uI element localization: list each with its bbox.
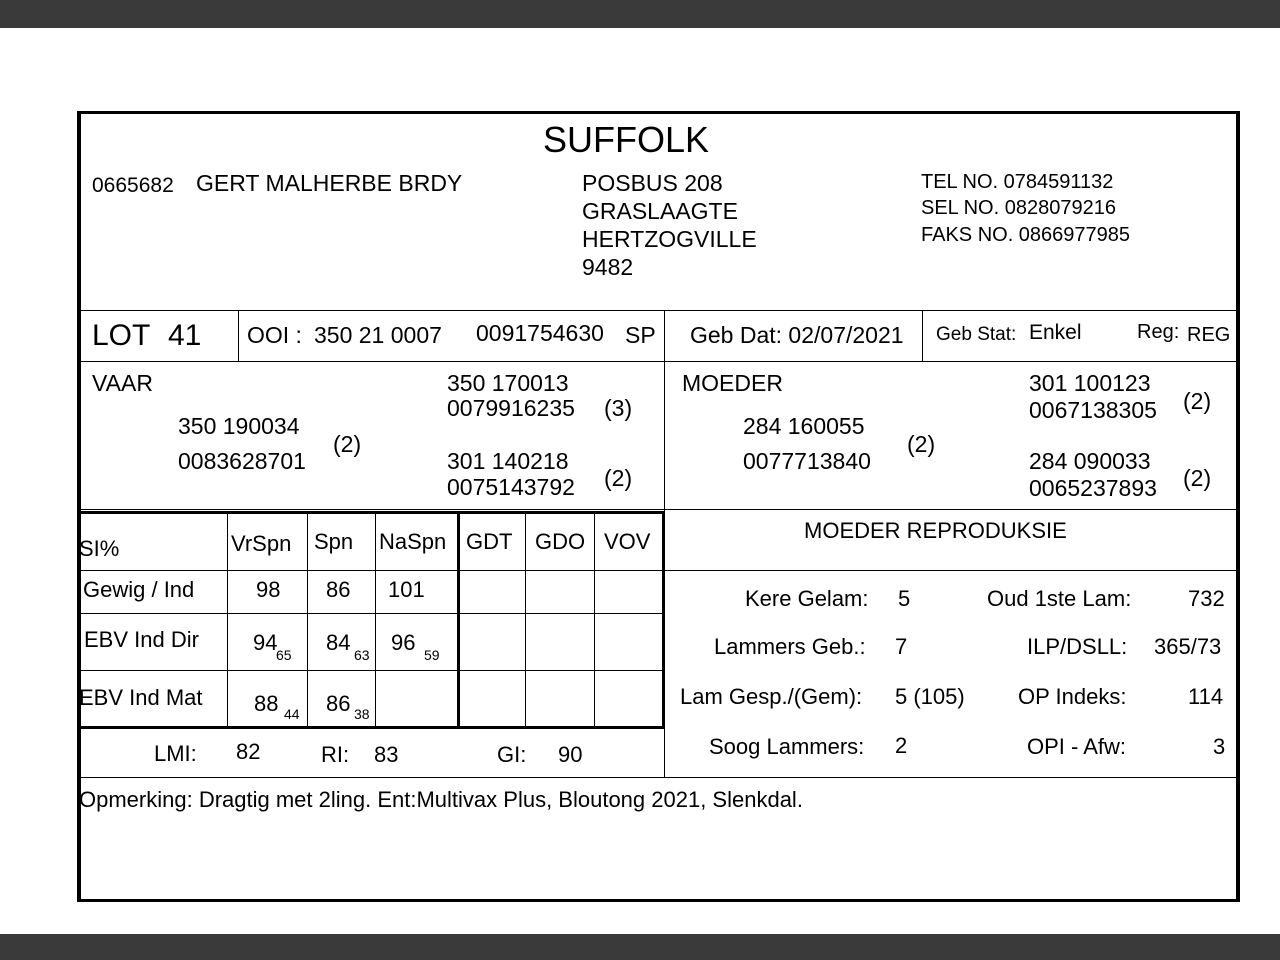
gi-label: GI:	[497, 742, 527, 767]
border-top	[77, 111, 1240, 114]
ooi-id: 350 21 0007	[314, 322, 442, 348]
grid-row3	[81, 670, 665, 671]
ilp-label: ILP/DSLL:	[1027, 634, 1128, 659]
table-row-label: EBV Ind Mat	[79, 685, 203, 710]
oud-label: Oud 1ste Lam:	[987, 586, 1132, 611]
op-indeks-label: OP Indeks:	[1018, 684, 1127, 709]
address-line-1: POSBUS 208	[582, 170, 723, 196]
ilp-value: 365/73	[1154, 634, 1222, 659]
ooi-suffix: SP	[625, 322, 656, 348]
table-cell: 98	[256, 577, 281, 602]
border-left	[77, 111, 81, 902]
grid-col6	[594, 512, 595, 727]
top-bar	[0, 0, 1280, 28]
table-header-gdo: GDO	[535, 529, 586, 554]
grid-col3	[375, 512, 376, 727]
kere-gelam-value: 5	[898, 586, 911, 611]
soog-value: 2	[895, 733, 908, 758]
grid-col2	[307, 512, 308, 727]
gi-value: 90	[558, 742, 583, 767]
grid-top	[81, 511, 665, 514]
grid-col4	[457, 512, 460, 727]
moeder-count: (2)	[907, 431, 936, 457]
breeder-name: GERT MALHERBE BRDY	[196, 170, 463, 196]
ooi-number: 0091754630	[476, 320, 604, 346]
rule-header	[81, 310, 1236, 311]
opi-value: 3	[1213, 734, 1226, 759]
rule-lot	[81, 361, 1236, 362]
table-cell-subscript: 59	[424, 647, 440, 663]
moeder-id: 284 160055	[743, 413, 865, 439]
moeder-dam-id: 284 090033	[1029, 448, 1151, 474]
table-header-gdt: GDT	[466, 529, 513, 554]
rule-pedigree	[81, 509, 1236, 510]
vaar-sire-number: 0079916235	[447, 395, 575, 421]
breeder-number: 0665682	[92, 174, 174, 197]
grid-row2	[81, 613, 665, 614]
vaar-dam-number: 0075143792	[447, 474, 575, 500]
lmi-label: LMI:	[154, 741, 197, 766]
op-indeks-value: 114	[1188, 684, 1224, 709]
tel-number: TEL NO. 0784591132	[921, 171, 1114, 193]
address-postcode: 9482	[582, 254, 634, 280]
reg-label: Reg:	[1137, 321, 1180, 343]
table-cell-subscript: 65	[276, 647, 292, 663]
reg-value: REG	[1187, 324, 1231, 346]
table-cell: 96	[391, 630, 416, 655]
table-row-label: Gewig / Ind	[83, 577, 195, 602]
table-corner-label: SI%	[79, 536, 120, 561]
table-cell: 86	[326, 577, 351, 602]
ooi-label: OOI :	[247, 322, 302, 348]
grid-bottom	[81, 726, 665, 729]
geb-stat-value: Enkel	[1029, 321, 1082, 344]
address-line-3: HERTZOGVILLE	[582, 226, 757, 252]
table-cell-subscript: 63	[354, 647, 370, 663]
lot-label: LOT	[92, 319, 151, 352]
rule-indices	[81, 777, 1236, 778]
lot-number: 41	[168, 319, 202, 352]
table-header-naspn: NaSpn	[379, 529, 447, 554]
address-line-2: GRASLAAGTE	[582, 198, 738, 224]
table-header-spn: Spn	[314, 529, 354, 554]
moeder-dam-count: (2)	[1183, 465, 1212, 491]
moeder-sire-id: 301 100123	[1029, 370, 1151, 396]
kere-gelam-label: Kere Gelam:	[745, 586, 869, 611]
border-bottom	[77, 899, 1240, 902]
grid-col-right	[662, 512, 665, 729]
lammers-geb-label: Lammers Geb.:	[714, 634, 866, 659]
breed-title: SUFFOLK	[543, 119, 710, 160]
border-right	[1236, 111, 1240, 902]
table-cell: 88	[254, 691, 279, 716]
table-cell: 84	[326, 630, 351, 655]
vaar-sire-count: (3)	[604, 395, 633, 421]
faks-number: FAKS NO. 0866977985	[921, 224, 1131, 246]
ri-value: 83	[374, 742, 399, 767]
vaar-label: VAAR	[92, 370, 153, 396]
moeder-sire-number: 0067138305	[1029, 397, 1157, 423]
vaar-dam-count: (2)	[604, 465, 633, 491]
table-cell: 86	[326, 691, 351, 716]
remark: Opmerking: Dragtig met 2ling. Ent:Multivax Plus, Bloutong 2021, Slenkdal.	[79, 787, 803, 812]
lammers-geb-value: 7	[895, 634, 908, 659]
table-cell-subscript: 44	[284, 706, 300, 722]
vaar-number: 0083628701	[178, 448, 306, 474]
lam-gesp-label: Lam Gesp./(Gem):	[680, 684, 863, 709]
repro-title: MOEDER REPRODUKSIE	[804, 518, 1067, 543]
bottom-bar	[0, 934, 1280, 960]
moeder-number: 0077713840	[743, 448, 871, 474]
rule-repro-title	[664, 570, 1236, 571]
table-row-label: EBV Ind Dir	[84, 627, 199, 652]
oud-value: 732	[1188, 586, 1225, 611]
lmi-value: 82	[236, 739, 261, 764]
vaar-sire-id: 350 170013	[447, 370, 569, 396]
birth-date: Geb Dat: 02/07/2021	[690, 322, 904, 348]
soog-label: Soog Lammers:	[709, 734, 865, 759]
grid-col5	[525, 512, 526, 727]
moeder-dam-number: 0065237893	[1029, 475, 1157, 501]
vaar-count: (2)	[333, 431, 362, 457]
opi-label: OPI - Afw:	[1027, 734, 1127, 759]
rule-lot-divider	[238, 311, 239, 361]
table-cell-subscript: 38	[354, 706, 370, 722]
lam-gesp-value: 5 (105)	[895, 684, 965, 709]
ri-label: RI:	[321, 742, 350, 767]
table-cell: 94	[253, 630, 278, 655]
table-header-vov: VOV	[604, 529, 651, 554]
table-header-vrspn: VrSpn	[231, 531, 292, 556]
grid-col1	[227, 512, 228, 727]
vaar-dam-id: 301 140218	[447, 448, 569, 474]
grid-row1	[81, 570, 665, 571]
moeder-sire-count: (2)	[1183, 388, 1212, 414]
table-cell: 101	[388, 577, 425, 602]
geb-stat-label: Geb Stat:	[936, 324, 1017, 345]
sel-number: SEL NO. 0828079216	[921, 197, 1116, 219]
vaar-id: 350 190034	[178, 413, 300, 439]
moeder-label: MOEDER	[682, 370, 783, 396]
rule-geb-divider	[922, 311, 923, 361]
